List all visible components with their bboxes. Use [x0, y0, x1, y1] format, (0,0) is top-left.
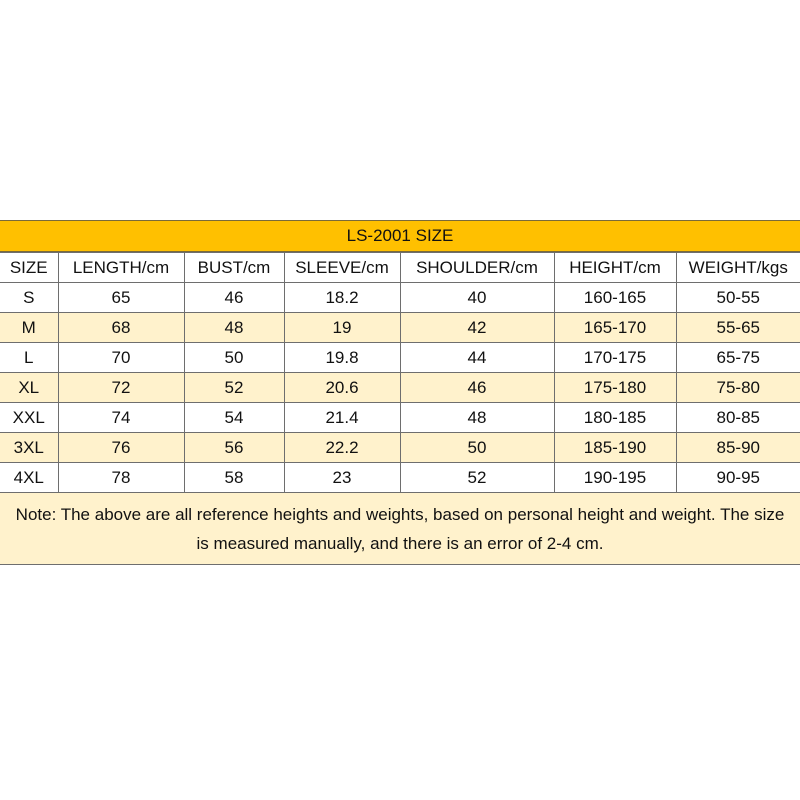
cell-sleeve: 21.4: [284, 403, 400, 433]
cell-length: 72: [58, 373, 184, 403]
cell-sleeve: 22.2: [284, 433, 400, 463]
cell-bust: 56: [184, 433, 284, 463]
cell-length: 74: [58, 403, 184, 433]
size-chart: [0, 220, 800, 565]
table-row: [0, 403, 800, 433]
cell-height: 175-180: [554, 373, 676, 403]
cell-size: L: [0, 343, 58, 373]
cell-shoulder: 44: [400, 343, 554, 373]
cell-bust: 58: [184, 463, 284, 493]
cell-bust: 48: [184, 313, 284, 343]
cell-weight: 65-75: [676, 343, 800, 373]
cell-bust: 50: [184, 343, 284, 373]
cell-height: 170-175: [554, 343, 676, 373]
cell-height: 160-165: [554, 283, 676, 313]
cell-length: 68: [58, 313, 184, 343]
cell-weight: 55-65: [676, 313, 800, 343]
cell-shoulder: 48: [400, 403, 554, 433]
header-size: SIZE: [0, 253, 58, 283]
table-row: [0, 463, 800, 493]
cell-sleeve: 20.6: [284, 373, 400, 403]
cell-sleeve: 18.2: [284, 283, 400, 313]
header-shoulder: SHOULDER/cm: [400, 253, 554, 283]
cell-height: 190-195: [554, 463, 676, 493]
header-sleeve: SLEEVE/cm: [284, 253, 400, 283]
cell-weight: 75-80: [676, 373, 800, 403]
table-row: [0, 373, 800, 403]
cell-weight: 85-90: [676, 433, 800, 463]
cell-weight: 80-85: [676, 403, 800, 433]
cell-length: 65: [58, 283, 184, 313]
cell-weight: 90-95: [676, 463, 800, 493]
size-table: [0, 252, 800, 493]
cell-length: 70: [58, 343, 184, 373]
table-header-row: [0, 253, 800, 283]
cell-size: S: [0, 283, 58, 313]
cell-shoulder: 46: [400, 373, 554, 403]
cell-length: 78: [58, 463, 184, 493]
cell-sleeve: 23: [284, 463, 400, 493]
header-weight: WEIGHT/kgs: [676, 253, 800, 283]
cell-bust: 54: [184, 403, 284, 433]
cell-length: 76: [58, 433, 184, 463]
cell-bust: 46: [184, 283, 284, 313]
header-height: HEIGHT/cm: [554, 253, 676, 283]
cell-height: 180-185: [554, 403, 676, 433]
header-length: LENGTH/cm: [58, 253, 184, 283]
cell-height: 165-170: [554, 313, 676, 343]
cell-size: M: [0, 313, 58, 343]
chart-title: LS-2001 SIZE: [0, 220, 800, 252]
cell-height: 185-190: [554, 433, 676, 463]
cell-bust: 52: [184, 373, 284, 403]
cell-sleeve: 19.8: [284, 343, 400, 373]
table-row: [0, 313, 800, 343]
table-row: [0, 283, 800, 313]
cell-size: XXL: [0, 403, 58, 433]
cell-shoulder: 50: [400, 433, 554, 463]
disclaimer-note: Note: The above are all reference heights and weights, based on personal height and weight. The size is measured manually, and there is an error of 2-4 cm.: [0, 493, 800, 565]
cell-size: XL: [0, 373, 58, 403]
cell-size: 4XL: [0, 463, 58, 493]
cell-size: 3XL: [0, 433, 58, 463]
table-row: [0, 343, 800, 373]
cell-sleeve: 19: [284, 313, 400, 343]
cell-shoulder: 52: [400, 463, 554, 493]
cell-shoulder: 42: [400, 313, 554, 343]
cell-shoulder: 40: [400, 283, 554, 313]
cell-weight: 50-55: [676, 283, 800, 313]
table-row: [0, 433, 800, 463]
header-bust: BUST/cm: [184, 253, 284, 283]
